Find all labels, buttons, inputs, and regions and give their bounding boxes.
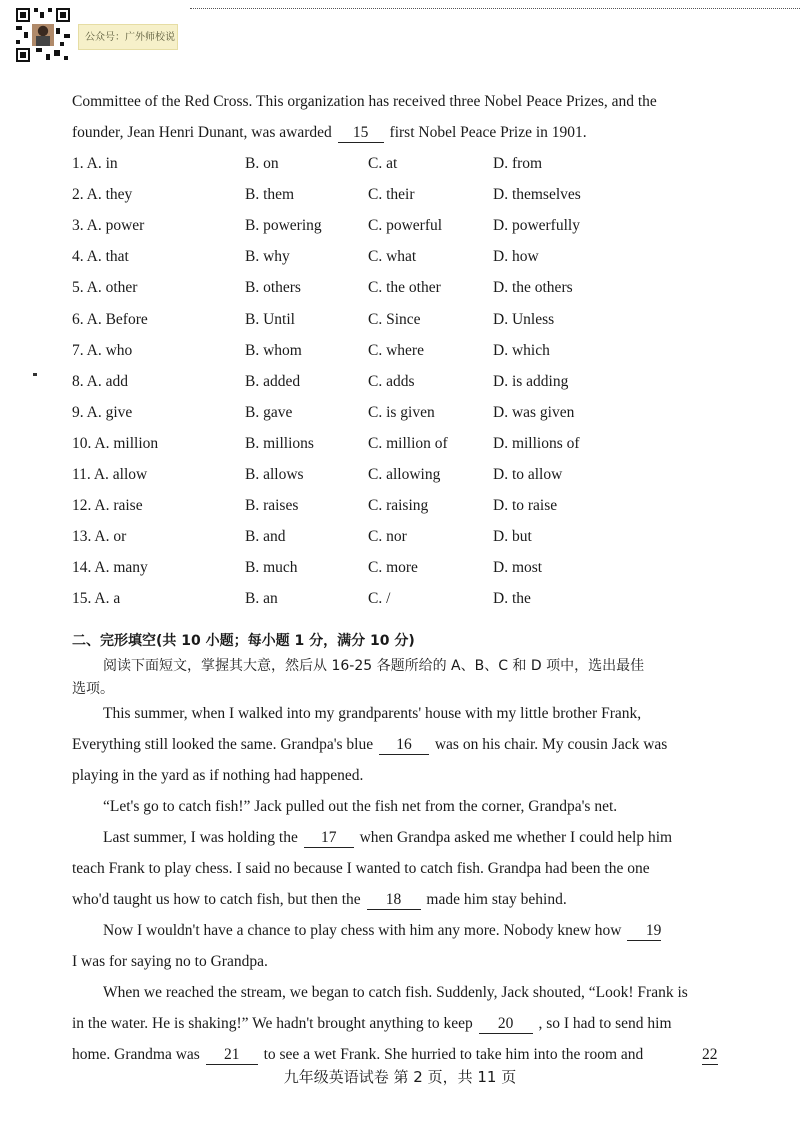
option-a: 2. A. they — [72, 186, 133, 204]
passage-text: who'd taught us how to catch fish, but then the — [72, 891, 361, 908]
option-b: B. and — [245, 528, 286, 546]
blank-18: 18 — [367, 891, 421, 910]
option-b: B. added — [245, 372, 301, 390]
top-border-line — [190, 8, 800, 9]
passage-line: teach Frank to play chess. I said no because I wanted to catch fish. Grandpa had been the one — [72, 860, 650, 877]
section-heading: 二、完形填空(共 10 小题；每小题 1 分，满分 10 分) — [72, 633, 415, 649]
option-c: C. their — [368, 186, 415, 204]
blank-20: 20 — [479, 1015, 533, 1034]
passage-line — [72, 1015, 672, 1034]
intro-line-2-pre: founder, Jean Henri Dunant, was awarded — [72, 124, 332, 141]
passage-line: “Let's go to catch fish!” Jack pulled out the fish net from the corner, Grandpa's net. — [103, 798, 618, 815]
option-b: B. gave — [245, 403, 293, 421]
passage-text: in the water. He is shaking!” We hadn't brought anything to keep — [72, 1015, 473, 1032]
option-c: C. million of — [368, 434, 448, 452]
instruction-line-2: 选项。 — [72, 681, 114, 697]
passage-line — [72, 1046, 643, 1065]
passage-text: was on his chair. My cousin Jack was — [434, 736, 668, 753]
passage-text: home. Grandma was — [72, 1046, 200, 1063]
option-d: D. the — [493, 590, 531, 608]
option-d: D. most — [493, 559, 543, 577]
option-b: B. Until — [245, 310, 295, 328]
passage-line — [103, 829, 672, 848]
passage-line: playing in the yard as if nothing had happened. — [72, 767, 364, 784]
option-d: D. millions of — [493, 434, 580, 452]
option-d: D. powerfully — [493, 217, 580, 235]
option-c: C. allowing — [368, 466, 441, 483]
passage-line — [72, 891, 567, 910]
option-c: C. is given — [368, 403, 435, 421]
option-a: 8. A. add — [72, 372, 128, 390]
intro-line-2 — [72, 124, 587, 143]
option-b: B. raises — [245, 497, 299, 515]
option-d: D. was given — [493, 403, 575, 421]
passage-text: Now I wouldn't have a chance to play chess with him any more. Nobody knew how — [103, 922, 622, 939]
option-a: 3. A. power — [72, 217, 145, 235]
option-a: 12. A. raise — [72, 497, 143, 515]
intro-line-2-post: first Nobel Peace Prize in 1901. — [389, 124, 587, 141]
option-a: 10. A. million — [72, 434, 159, 452]
option-a: 14. A. many — [72, 559, 148, 577]
option-a: 5. A. other — [72, 279, 138, 297]
option-d: D. but — [493, 528, 532, 546]
option-c: C. where — [368, 341, 424, 359]
option-b: B. why — [245, 248, 290, 266]
option-a: 9. A. give — [72, 403, 133, 421]
option-a: 15. A. a — [72, 590, 121, 608]
option-b: B. them — [245, 186, 295, 204]
option-b: B. much — [245, 559, 298, 577]
passage-line: I was for saying no to Grandpa. — [72, 953, 268, 970]
option-c: C. / — [368, 590, 391, 608]
option-d: D. how — [493, 248, 539, 266]
passage-line — [103, 922, 663, 941]
option-b: B. allows — [245, 466, 304, 483]
passage-text: Everything still looked the same. Grandpa's blue — [72, 736, 374, 753]
option-d: D. themselves — [493, 186, 581, 204]
option-b: B. an — [245, 590, 278, 608]
option-c: C. Since — [368, 310, 421, 328]
brand-label: 公众号：广外师校说 — [78, 24, 178, 50]
option-b: B. on — [245, 155, 279, 172]
qr-code-icon — [14, 6, 72, 64]
option-a: 7. A. who — [72, 341, 133, 359]
passage-line: When we reached the stream, we began to catch fish. Suddenly, Jack shouted, “Look! Frank is — [103, 984, 688, 1001]
passage-line — [72, 736, 667, 755]
blank-17: 17 — [304, 829, 354, 848]
blank-22: 22 — [702, 1046, 718, 1063]
blank-19: 19 — [627, 922, 661, 941]
intro-line-1: Committee of the Red Cross. This organization has received three Nobel Peace Prizes, and the — [72, 93, 657, 110]
option-c: C. the other — [368, 279, 441, 297]
option-d: D. Unless — [493, 310, 555, 328]
option-a: 4. A. that — [72, 248, 129, 266]
blank-15: 15 — [338, 124, 384, 143]
option-d: D. which — [493, 341, 550, 359]
margin-mark — [33, 373, 37, 376]
blank-16: 16 — [379, 736, 429, 755]
passage-line: This summer, when I walked into my grandparents' house with my little brother Frank, — [103, 705, 642, 722]
passage-text: Last summer, I was holding the — [103, 829, 298, 846]
passage-text: when Grandpa asked me whether I could help him — [359, 829, 673, 846]
option-a: 13. A. or — [72, 528, 127, 546]
passage-text: , so I had to send him — [538, 1015, 672, 1032]
option-d: D. from — [493, 155, 543, 172]
instruction-line-1: 阅读下面短文，掌握其大意，然后从 16-25 各题所给的 A、B、C 和 D 项中，选出最佳 — [103, 658, 645, 674]
option-c: C. adds — [368, 372, 415, 390]
option-a: 1. A. in — [72, 155, 118, 172]
option-b: B. whom — [245, 341, 302, 359]
option-b: B. millions — [245, 434, 314, 452]
option-c: C. more — [368, 559, 418, 577]
option-c: C. raising — [368, 497, 429, 515]
passage-text: to see a wet Frank. She hurried to take him into the room and — [263, 1046, 644, 1063]
blank-21: 21 — [206, 1046, 258, 1065]
option-b: B. powering — [245, 217, 322, 235]
option-d: D. the others — [493, 279, 573, 297]
option-c: C. at — [368, 155, 398, 172]
option-d: D. to raise — [493, 497, 558, 515]
option-c: C. nor — [368, 528, 407, 546]
option-d: D. to allow — [493, 466, 563, 483]
option-d: D. is adding — [493, 372, 569, 390]
option-c: C. powerful — [368, 217, 443, 235]
page-footer: 九年级英语试卷 第 2 页，共 11 页 — [283, 1068, 517, 1086]
option-b: B. others — [245, 279, 301, 297]
passage-text: made him stay behind. — [426, 891, 567, 908]
option-a: 6. A. Before — [72, 310, 148, 328]
option-a: 11. A. allow — [72, 466, 148, 483]
option-c: C. what — [368, 248, 417, 266]
